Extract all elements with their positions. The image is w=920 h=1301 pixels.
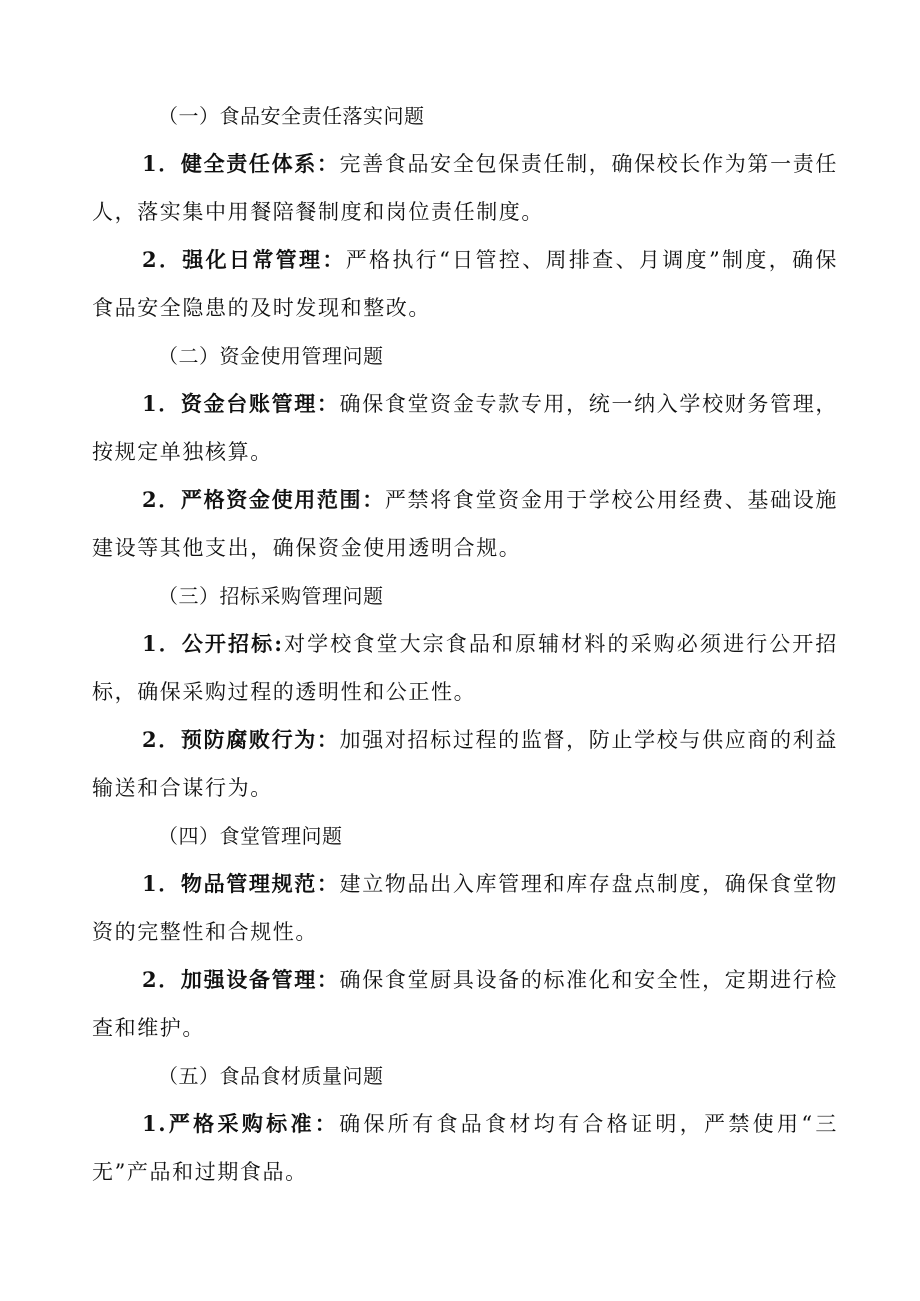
item-label: 1.严格采购标准： bbox=[142, 1111, 340, 1136]
item-text: 确保所有食品食材均有合格证明，严禁使用“三无”产品和过期食品。 bbox=[92, 1112, 838, 1184]
section-heading: （三）招标采购管理问题 bbox=[158, 584, 384, 608]
section-heading: （四）食堂管理问题 bbox=[158, 824, 343, 848]
item-text: 严格执行“日管控、周排查、月调度”制度，确保食品安全隐患的及时发现和整改。 bbox=[92, 248, 839, 320]
item-label: 2．严格资金使用范围： bbox=[142, 487, 385, 512]
item-label: 2．加强设备管理： bbox=[142, 967, 340, 992]
item-label: 1．健全责任体系： bbox=[142, 151, 340, 176]
item-text: 建立物品出入库管理和库存盘点制度，确保食堂物资的完整性和合规性。 bbox=[92, 872, 838, 944]
paragraph bbox=[92, 236, 838, 332]
item-text: 严禁将食堂资金用于学校公用经费、基础设施建设等其他支出，确保资金使用透明合规。 bbox=[92, 488, 839, 560]
item-text: 对学校食堂大宗食品和原辅材料的采购必须进行公开招标，确保采购过程的透明性和公正性。 bbox=[92, 632, 838, 704]
paragraph bbox=[92, 620, 838, 716]
paragraph bbox=[92, 860, 838, 956]
item-text: 加强对招标过程的监督，防止学校与供应商的利益输送和合谋行为。 bbox=[92, 728, 838, 800]
paragraph bbox=[92, 956, 838, 1052]
paragraph bbox=[92, 716, 838, 812]
section-heading: （一）食品安全责任落实问题 bbox=[158, 104, 425, 128]
item-text: 完善食品安全包保责任制，确保校长作为第一责任人，落实集中用餐陪餐制度和岗位责任制度。 bbox=[92, 152, 838, 224]
paragraph bbox=[92, 1100, 838, 1196]
item-label: 1．公开招标: bbox=[142, 631, 284, 656]
item-label: 1．物品管理规范： bbox=[142, 871, 340, 896]
item-label: 2．强化日常管理： bbox=[142, 247, 346, 272]
item-text: 确保食堂厨具设备的标准化和安全性，定期进行检查和维护。 bbox=[92, 968, 838, 1040]
item-text: 确保食堂资金专款专用，统一纳入学校财务管理，按规定单独核算。 bbox=[92, 392, 838, 464]
section-heading: （二）资金使用管理问题 bbox=[158, 344, 384, 368]
paragraph bbox=[92, 140, 838, 236]
item-label: 1．资金台账管理： bbox=[142, 391, 340, 416]
item-label: 2．预防腐败行为： bbox=[142, 727, 340, 752]
paragraph bbox=[92, 476, 838, 572]
section-heading: （五）食品食材质量问题 bbox=[158, 1064, 384, 1088]
paragraph bbox=[92, 380, 838, 476]
